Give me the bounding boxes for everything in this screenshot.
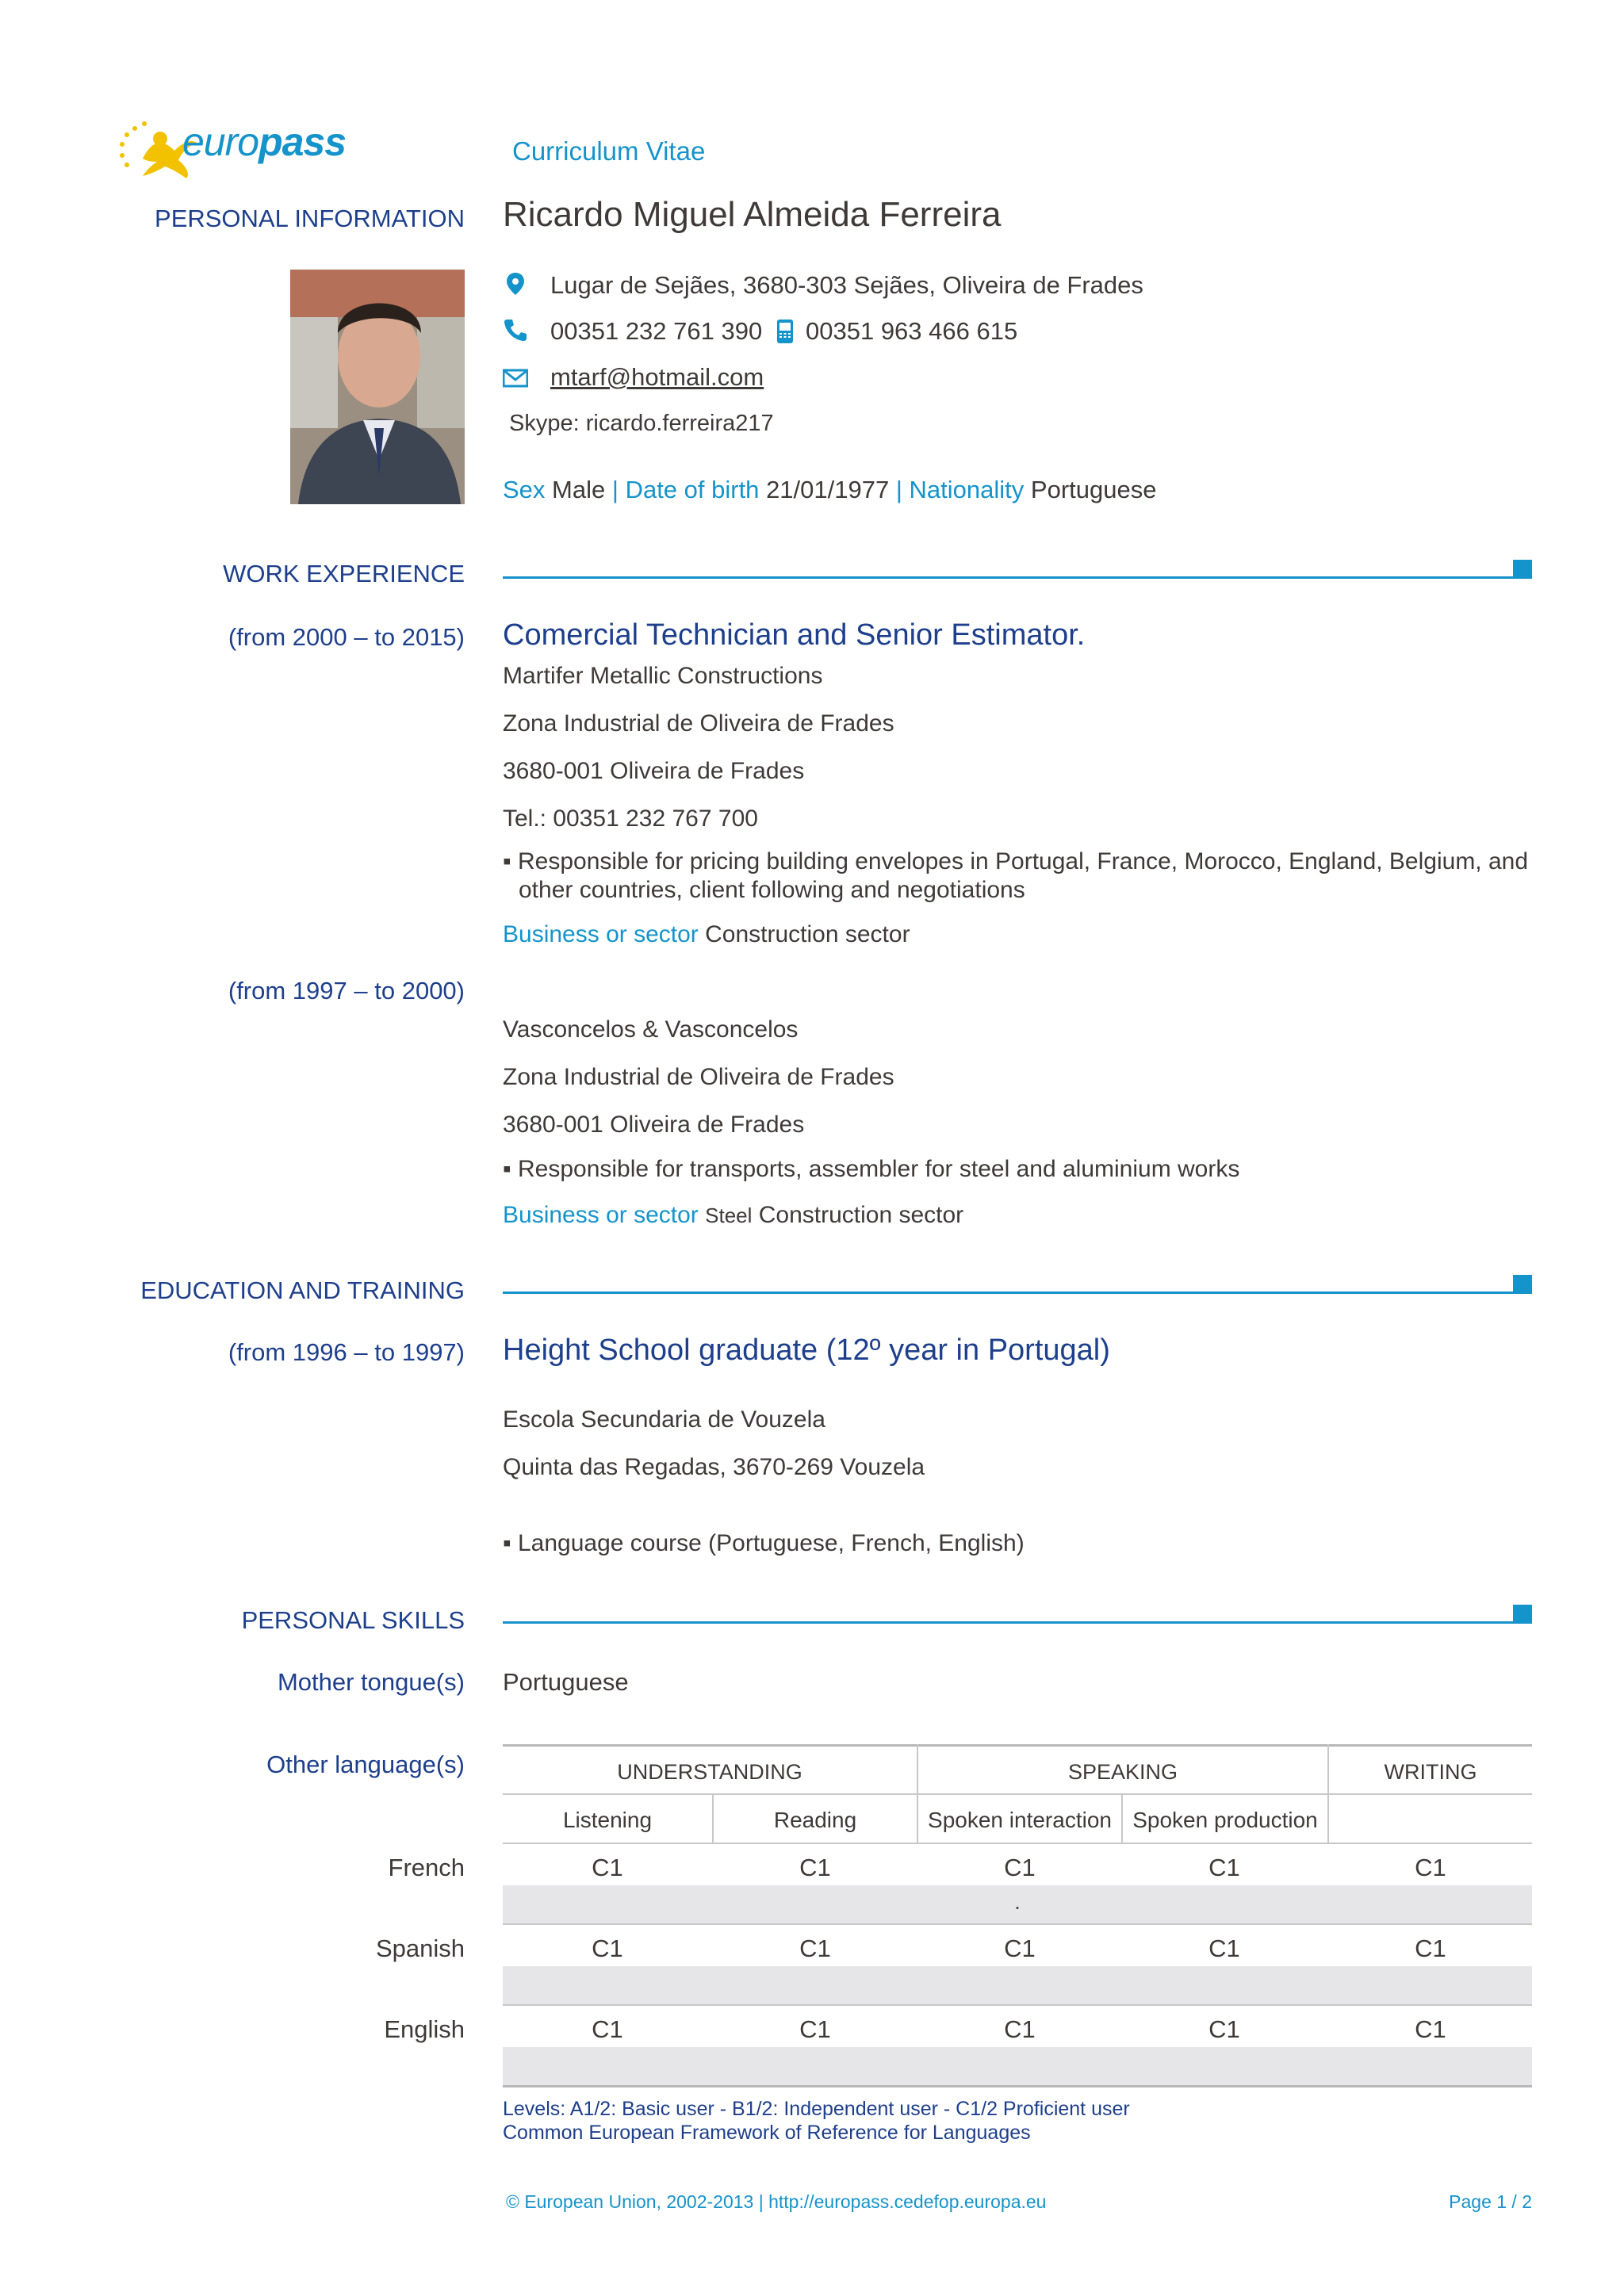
language-row xyxy=(503,2006,1532,2047)
school-name: Escola Secundaria de Vouzela xyxy=(503,1406,825,1433)
level-cell: C1 xyxy=(799,1934,831,1962)
education-dates: (from 1996 – to 1997) xyxy=(228,1338,465,1366)
level-cell: C1 xyxy=(1208,1934,1240,1962)
table-rule xyxy=(712,1793,714,1843)
phone-number: 00351 232 761 390 xyxy=(550,317,763,345)
section-divider xyxy=(503,576,1513,579)
speaking-header: SPEAKING xyxy=(1067,1760,1178,1784)
level-cell: C1 xyxy=(1415,1854,1446,1881)
sex-value: Male xyxy=(552,476,606,503)
personal-info-label: PERSONAL INFORMATION xyxy=(155,205,465,232)
education-title: Height School graduate (12º year in Portugal) xyxy=(503,1334,1110,1367)
dob-label: Date of birth xyxy=(625,476,760,503)
nationality-label: Nationality xyxy=(909,476,1025,503)
job-dates: (from 1997 – to 2000) xyxy=(228,977,465,1004)
certificate-row xyxy=(503,1885,1532,1923)
sector-label: Business or sector xyxy=(503,921,699,947)
education-bullet: ▪ Language course (Portuguese, French, English) xyxy=(503,1530,1025,1556)
cefr-reference: Common European Framework of Reference for Languages xyxy=(503,2122,1031,2144)
certificate-note: . xyxy=(1014,1890,1021,1914)
mother-tongue-label: Mother tongue(s) xyxy=(277,1668,465,1696)
employer-address-line2: 3680-001 Oliveira de Frades xyxy=(503,758,805,784)
separator: | xyxy=(895,476,902,503)
section-marker xyxy=(1513,1605,1532,1624)
cv-title: Curriculum Vitae xyxy=(512,136,706,166)
table-rule xyxy=(503,1793,1532,1795)
language-name: French xyxy=(388,1854,465,1881)
employer-name: Martifer Metallic Constructions xyxy=(503,663,823,689)
table-rule xyxy=(1121,1793,1123,1843)
sector-value: Construction sector xyxy=(705,921,910,947)
profile-photo xyxy=(290,270,465,504)
employer-address-line1: Zona Industrial de Oliveira de Frades xyxy=(503,710,894,737)
language-name: Spanish xyxy=(375,1934,465,1962)
level-cell: C1 xyxy=(1004,1934,1036,1962)
sex-label: Sex xyxy=(503,476,546,503)
level-cell: C1 xyxy=(1208,2015,1240,2043)
level-cell: C1 xyxy=(592,2015,623,2043)
other-languages-label: Other language(s) xyxy=(266,1751,465,1778)
nationality-value: Portuguese xyxy=(1030,476,1157,503)
personal-details-line xyxy=(503,476,1156,504)
spoken-interaction-header: Spoken interaction xyxy=(928,1808,1112,1832)
business-sector xyxy=(503,921,910,948)
job-dates: (from 2000 – to 2015) xyxy=(228,623,465,651)
school-address: Quinta das Regadas, 3670-269 Vouzela xyxy=(503,1454,925,1480)
table-rule xyxy=(503,2085,1532,2087)
level-cell: C1 xyxy=(592,1934,623,1962)
employer-phone: Tel.: 00351 232 767 700 xyxy=(503,806,758,832)
level-cell: C1 xyxy=(799,1854,831,1881)
address-text: Lugar de Sejães, 3680-303 Sejães, Oliveira de Frades xyxy=(550,271,1143,299)
work-experience-label: WORK EXPERIENCE xyxy=(223,560,465,587)
section-divider xyxy=(503,1292,1513,1294)
level-cell: C1 xyxy=(1208,1854,1240,1881)
sector-label: Business or sector xyxy=(503,1202,699,1228)
level-cell: C1 xyxy=(799,2015,831,2043)
employer-address-line2: 3680-001 Oliveira de Frades xyxy=(503,1112,805,1138)
listening-header: Listening xyxy=(562,1808,653,1832)
level-cell: C1 xyxy=(1004,1854,1036,1881)
job-duty-continuation: other countries, client following and negotiations xyxy=(519,877,1025,903)
section-marker xyxy=(1513,560,1532,579)
language-name: English xyxy=(384,2015,465,2043)
education-label: EDUCATION AND TRAINING xyxy=(140,1276,465,1304)
sector-value: Construction sector xyxy=(758,1202,964,1228)
certificate-row xyxy=(503,2047,1532,2085)
certificate-row xyxy=(503,1966,1532,2004)
email-icon xyxy=(503,368,528,388)
level-cell: C1 xyxy=(1004,2015,1036,2043)
table-rule xyxy=(503,1744,1532,1747)
phone-icon xyxy=(503,317,528,342)
mobile-number: 00351 963 466 615 xyxy=(806,317,1018,345)
footer-copyright: © European Union, 2002-2013 | http://europass.cedefop.europa.eu xyxy=(506,2191,1047,2212)
dob-value: 21/01/1977 xyxy=(766,476,890,503)
employer-name: Vasconcelos & Vasconcelos xyxy=(503,1016,799,1043)
level-cell: C1 xyxy=(1415,2015,1446,2043)
level-cell: C1 xyxy=(1415,1934,1446,1962)
section-divider xyxy=(503,1621,1513,1624)
page-number: Page 1 / 2 xyxy=(1449,2191,1532,2212)
writing-header: WRITING xyxy=(1384,1760,1477,1784)
mother-tongue-value: Portuguese xyxy=(503,1668,629,1696)
skype-id: Skype: ricardo.ferreira217 xyxy=(509,411,774,436)
employer-address-line1: Zona Industrial de Oliveira de Frades xyxy=(503,1064,894,1090)
levels-legend: Levels: A1/2: Basic user - B1/2: Independent user - C1/2 Proficient user xyxy=(503,2098,1130,2120)
sector-small: Steel xyxy=(705,1203,753,1227)
level-cell: C1 xyxy=(592,1854,623,1881)
spoken-production-header: Spoken production xyxy=(1132,1808,1318,1832)
applicant-name: Ricardo Miguel Almeida Ferreira xyxy=(503,195,1002,234)
business-sector xyxy=(503,1202,963,1229)
location-pin-icon xyxy=(503,271,528,297)
separator: | xyxy=(611,476,619,503)
personal-skills-label: PERSONAL SKILLS xyxy=(241,1606,465,1634)
job-duty-bullet: ▪ Responsible for pricing building envelopes in Portugal, France, Morocco, England, Belgium, and xyxy=(503,848,1529,874)
job-duty-bullet: ▪ Responsible for transports, assembler for steel and aluminium works xyxy=(503,1156,1240,1182)
language-row xyxy=(503,1844,1532,1885)
understanding-header: UNDERSTANDING xyxy=(617,1760,802,1784)
europass-logo-text: europass xyxy=(182,120,347,164)
section-marker xyxy=(1513,1275,1532,1294)
job-title: Comercial Technician and Senior Estimator. xyxy=(503,618,1086,652)
reading-header: Reading xyxy=(773,1808,857,1832)
language-row xyxy=(503,1925,1532,1966)
mobile-phone-icon xyxy=(776,319,795,344)
email-link[interactable]: mtarf@hotmail.com xyxy=(550,363,764,391)
